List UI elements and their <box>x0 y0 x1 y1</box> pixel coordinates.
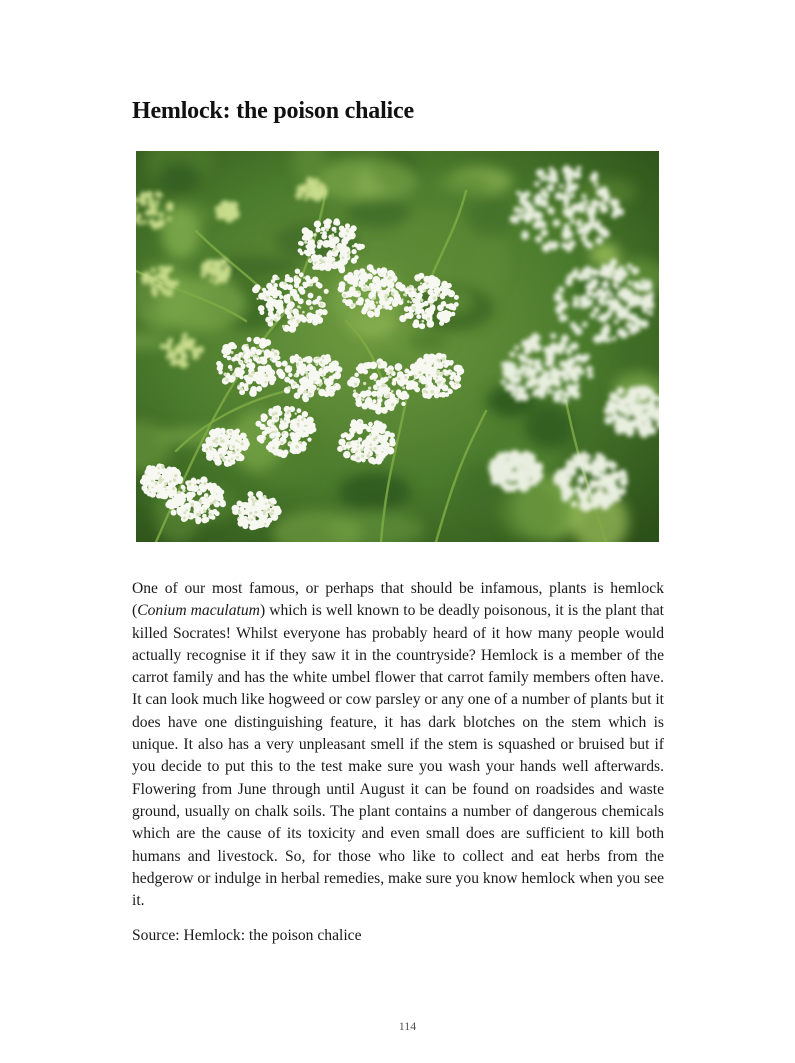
page-title: Hemlock: the poison chalice <box>132 98 414 124</box>
hemlock-photo <box>136 151 659 542</box>
page-number: 114 <box>398 1019 417 1033</box>
article-body <box>132 578 664 912</box>
source-citation: Source: Hemlock: the poison chalice <box>132 927 362 944</box>
article-rest: ) which is well known to be deadly poisonous, it is the plant that killed Socrates! Whilst everyone has probably heard of it how many people would actually recognise it if they saw it in the countryside? Hemlock is a member of the carrot family and has the white umbel flower that carrot family members often have. It can look much like hogweed or cow parsley or any one of a number of plants but it does have one distinguishing feature, it has dark blotches on the stem which is unique. It also has a very unpleasant smell if the stem is squashed or bruised but if you decide to put this to the test make sure you wash your hands well afterwards. Flowering from June through until August it can be found on roadsides and waste ground, usually on chalk soils. The plant contains a number of dangerous chemicals which are the cause of its toxicity and even small does are sufficient to kill both humans and livestock. So, for those who like to collect and eat herbs from the hedgerow or indulge in herbal remedies, make sure you know hemlock when you see it. <box>132 602 664 910</box>
article-intro: One of our most famous, or perhaps that should be infamous, plants is hemlock ( <box>132 580 664 620</box>
species-name: Conium maculatum <box>137 602 260 620</box>
